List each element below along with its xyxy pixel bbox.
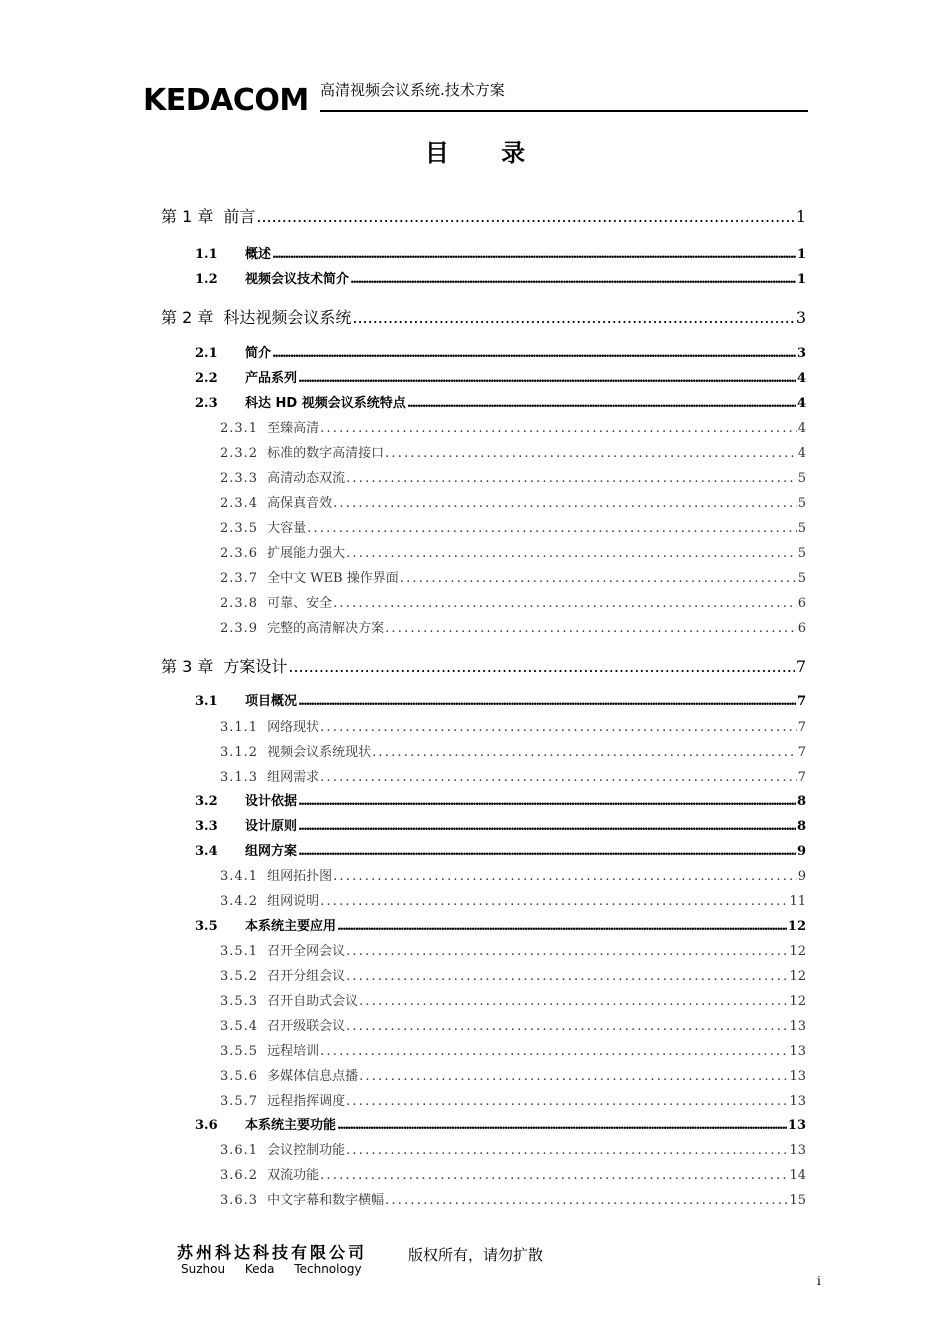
toc-entry-title: 多媒体信息点播: [267, 1069, 359, 1084]
toc-entry-page: 7: [797, 745, 806, 760]
toc-entry-number: 3.5.6: [220, 1069, 259, 1084]
toc-entry-number: 2.3.5: [220, 521, 259, 536]
toc-entry-title: 组网方案: [245, 844, 298, 859]
toc-entry-sub[interactable]: [220, 1090, 806, 1109]
toc-leader-dots: [346, 546, 797, 561]
page-number: i: [817, 1274, 821, 1288]
toc-entry-number: 2.3.9: [220, 621, 259, 636]
toc-entry-title: 召开全网会议: [267, 944, 346, 959]
toc-leader-dots: [298, 694, 796, 709]
toc-entry-title: 组网需求: [267, 770, 320, 785]
toc-entry-number: 2.3.6: [220, 546, 259, 561]
toc-entry-sub[interactable]: [220, 417, 806, 436]
toc-entry-number: 3.3: [195, 819, 218, 834]
toc-leader-dots: [320, 720, 797, 735]
toc-leader-dots: [298, 371, 796, 386]
toc-entry-page: 7: [797, 720, 806, 735]
toc-entry-number: 3.4.2: [220, 894, 259, 909]
toc-leader-dots: [346, 1094, 788, 1109]
toc-entry-sec[interactable]: [195, 243, 806, 262]
toc-entry-title: 远程指挥调度: [267, 1094, 346, 1109]
toc-entry-number: 3.6.3: [220, 1193, 259, 1208]
toc-entry-page: 7: [796, 694, 806, 709]
toc-entry-title: 标准的数字高清接口: [267, 446, 385, 461]
toc-entry-sub[interactable]: [220, 442, 806, 461]
toc-entry-title: 科达 HD 视频会议系统特点: [245, 396, 406, 411]
toc-entry-sub[interactable]: [220, 517, 806, 536]
toc-entry-page: 5: [797, 571, 806, 586]
toc-leader-dots: [333, 869, 797, 884]
toc-entry-sec[interactable]: [195, 690, 806, 709]
toc-entry-page: 6: [797, 621, 806, 636]
toc-entry-title: 远程培训: [267, 1044, 320, 1059]
toc-entry-sub[interactable]: [220, 741, 806, 760]
toc-entry-number: 2.3.8: [220, 596, 259, 611]
toc-entry-title: 至臻高清: [267, 421, 320, 436]
toc-leader-dots: [298, 844, 796, 859]
toc-entry-number: 3.5.2: [220, 969, 259, 984]
toc-leader-dots: [337, 1118, 787, 1133]
toc-entry-sub[interactable]: [220, 1139, 806, 1158]
toc-leader-dots: [346, 1143, 788, 1158]
toc-entry-title: 会议控制功能: [267, 1143, 346, 1158]
toc-leader-dots: [346, 969, 788, 984]
toc-entry-title: 全中文 WEB 操作界面: [267, 571, 399, 586]
toc-entry-number: 2.3.2: [220, 446, 259, 461]
toc-entry-number: 3.4.1: [220, 869, 259, 884]
toc-entry-number: 2.3.7: [220, 571, 259, 586]
header-rule: [320, 110, 808, 112]
toc-entry-sub[interactable]: [220, 567, 806, 586]
toc-entry-page: 13: [789, 1069, 806, 1084]
toc-entry-number: 3.5.1: [220, 944, 259, 959]
toc-entry-page: 6: [797, 596, 806, 611]
toc-entry-sub[interactable]: [220, 940, 806, 959]
toc-entry-page: 3: [795, 308, 806, 327]
toc-entry-sec[interactable]: [195, 268, 806, 287]
toc-entry-sub[interactable]: [220, 890, 806, 909]
toc-leader-dots: [337, 919, 787, 934]
toc-entry-sub[interactable]: [220, 965, 806, 984]
toc-entry-page: 7: [795, 657, 806, 676]
toc-entry-title: 完整的高清解决方案: [267, 621, 385, 636]
toc-entry-number: 第 2 章: [161, 308, 214, 327]
toc-entry-page: 13: [789, 1044, 806, 1059]
toc-entry-sub[interactable]: [220, 766, 806, 785]
toc-entry-page: 4: [797, 446, 806, 461]
toc-entry-sec[interactable]: [195, 367, 806, 386]
toc-entry-page: 1: [796, 272, 806, 287]
toc-leader-dots: [359, 1069, 788, 1084]
toc-entry-number: 3.5: [195, 919, 218, 934]
toc-entry-title: 网络现状: [267, 720, 320, 735]
toc-entry-sub[interactable]: [220, 990, 806, 1009]
toc-entry-page: 12: [789, 969, 806, 984]
toc-leader-dots: [407, 396, 796, 411]
toc-entry-number: 3.6.1: [220, 1143, 259, 1158]
toc-entry-number: 2.3.3: [220, 471, 259, 486]
toc-entry-sec[interactable]: [195, 840, 806, 859]
toc-leader-dots: [298, 819, 796, 834]
toc-entry-number: 3.4: [195, 844, 218, 859]
toc-title: 目 录: [424, 139, 548, 167]
toc-entry-page: 5: [797, 496, 806, 511]
toc-entry-title: 本系统主要应用: [245, 919, 337, 934]
toc-entry-title: 大容量: [267, 521, 307, 536]
toc-entry-page: 7: [797, 770, 806, 785]
toc-entry-page: 13: [789, 1019, 806, 1034]
toc-entry-sec[interactable]: [195, 1114, 806, 1133]
toc-leader-dots: [346, 1019, 788, 1034]
toc-entry-number: 3.5.3: [220, 994, 259, 1009]
toc-leader-dots: [320, 770, 797, 785]
toc-entry-page: 12: [789, 944, 806, 959]
toc-entry-title: 中文字幕和数字横幅: [267, 1193, 385, 1208]
toc-entry-title: 本系统主要功能: [245, 1118, 337, 1133]
toc-entry-number: 3.5.4: [220, 1019, 259, 1034]
toc-entry-number: 3.6.2: [220, 1168, 259, 1183]
toc-entry-number: 3.1.1: [220, 720, 259, 735]
toc-leader-dots: [320, 1044, 788, 1059]
toc-entry-title: 前言: [223, 207, 256, 226]
toc-entry-page: 15: [789, 1193, 806, 1208]
toc-leader-dots: [288, 657, 794, 676]
toc-entry-chap[interactable]: [161, 305, 806, 328]
toc-leader-dots: [307, 521, 797, 536]
toc-entry-title: 召开分组会议: [267, 969, 346, 984]
toc-entry-page: 13: [787, 1118, 806, 1133]
toc-entry-number: 第 1 章: [161, 207, 214, 226]
toc-entry-title: 产品系列: [245, 371, 298, 386]
toc-entry-title: 高清动态双流: [267, 471, 346, 486]
toc-entry-page: 13: [789, 1094, 806, 1109]
toc-entry-page: 12: [787, 919, 806, 934]
toc-leader-dots: [385, 446, 797, 461]
toc-entry-number: 第 3 章: [161, 657, 214, 676]
toc-entry-number: 2.3.1: [220, 421, 259, 436]
toc-entry-title: 设计原则: [245, 819, 298, 834]
toc-leader-dots: [385, 1193, 788, 1208]
toc-leader-dots: [400, 571, 797, 586]
toc-entry-number: 2.2: [195, 371, 218, 386]
toc-entry-title: 可靠、安全: [267, 596, 333, 611]
toc-entry-sub[interactable]: [220, 467, 806, 486]
toc-entry-page: 5: [797, 471, 806, 486]
toc-entry-page: 9: [796, 844, 806, 859]
toc-entry-page: 9: [797, 869, 806, 884]
toc-leader-dots: [352, 308, 794, 327]
toc-leader-dots: [346, 471, 797, 486]
toc-leader-dots: [256, 207, 794, 226]
toc-entry-page: 4: [796, 371, 806, 386]
toc-entry-number: 3.1.2: [220, 745, 259, 760]
toc-entry-title: 简介: [245, 346, 272, 361]
toc-entry-title: 项目概况: [245, 694, 298, 709]
toc-entry-number: 1.2: [195, 272, 218, 287]
toc-entry-sub[interactable]: [220, 1040, 806, 1059]
toc-entry-number: 2.3.4: [220, 496, 259, 511]
toc-entry-number: 3.2: [195, 794, 218, 809]
footer-copyright: 版权所有，请勿扩散: [408, 1246, 544, 1264]
toc-entry-sec[interactable]: [195, 392, 806, 411]
toc-entry-page: 8: [796, 819, 806, 834]
toc-entry-number: 3.1: [195, 694, 218, 709]
toc-entry-chap[interactable]: [161, 204, 806, 227]
toc-entry-page: 14: [789, 1168, 806, 1183]
toc-leader-dots: [272, 247, 796, 262]
toc-entry-title: 召开自助式会议: [267, 994, 359, 1009]
footer-company-english: Suzhou Keda Technology: [181, 1262, 362, 1276]
toc-entry-number: 3.5.5: [220, 1044, 259, 1059]
toc-leader-dots: [333, 596, 797, 611]
toc-entry-page: 12: [789, 994, 806, 1009]
toc-entry-sub[interactable]: [220, 492, 806, 511]
toc-entry-sec[interactable]: [195, 342, 806, 361]
toc-entry-title: 召开级联会议: [267, 1019, 346, 1034]
toc-entry-title: 双流功能: [267, 1168, 320, 1183]
kedacom-logo: KEDACOM: [143, 83, 309, 118]
toc-entry-page: 8: [796, 794, 806, 809]
toc-leader-dots: [346, 944, 788, 959]
toc-entry-number: 2.1: [195, 346, 218, 361]
toc-entry-sub[interactable]: [220, 1189, 806, 1208]
toc-entry-sub[interactable]: [220, 1164, 806, 1183]
toc-entry-title: 视频会议系统现状: [267, 745, 372, 760]
toc-entry-sec[interactable]: [195, 815, 806, 834]
toc-entry-page: 4: [797, 421, 806, 436]
toc-entry-sub[interactable]: [220, 617, 806, 636]
toc-leader-dots: [333, 496, 797, 511]
toc-entry-sec[interactable]: [195, 915, 806, 934]
toc-entry-sub[interactable]: [220, 1065, 806, 1084]
footer-company-name: 苏州科达科技有限公司: [177, 1243, 368, 1262]
toc-entry-title: 概述: [245, 247, 272, 262]
toc-entry-title: 扩展能力强大: [267, 546, 346, 561]
toc-entry-page: 13: [789, 1143, 806, 1158]
toc-leader-dots: [320, 894, 788, 909]
toc-entry-page: 11: [789, 894, 806, 909]
toc-leader-dots: [298, 794, 796, 809]
toc-entry-number: 1.1: [195, 247, 218, 262]
toc-entry-title: 组网拓扑图: [267, 869, 333, 884]
toc-entry-sub[interactable]: [220, 592, 806, 611]
toc-leader-dots: [350, 272, 796, 287]
toc-leader-dots: [320, 1168, 788, 1183]
toc-entry-title: 科达视频会议系统: [223, 308, 352, 327]
toc-entry-sub[interactable]: [220, 542, 806, 561]
toc-entry-page: 1: [795, 207, 806, 226]
toc-entry-title: 组网说明: [267, 894, 320, 909]
toc-entry-number: 3.5.7: [220, 1094, 259, 1109]
toc-entry-page: 5: [797, 546, 806, 561]
toc-entry-sub[interactable]: [220, 716, 806, 735]
toc-leader-dots: [359, 994, 788, 1009]
toc-entry-number: 2.3: [195, 396, 218, 411]
toc-leader-dots: [272, 346, 796, 361]
toc-entry-page: 3: [796, 346, 806, 361]
toc-entry-sub[interactable]: [220, 865, 806, 884]
toc-entry-title: 设计依据: [245, 794, 298, 809]
toc-leader-dots: [320, 421, 797, 436]
toc-entry-title: 方案设计: [223, 657, 288, 676]
toc-entry-title: 高保真音效: [267, 496, 333, 511]
toc-entry-chap[interactable]: [161, 654, 806, 677]
toc-entry-page: 5: [797, 521, 806, 536]
toc-entry-sec[interactable]: [195, 790, 806, 809]
toc-entry-page: 1: [796, 247, 806, 262]
toc-entry-sub[interactable]: [220, 1015, 806, 1034]
toc-entry-number: 3.6: [195, 1118, 218, 1133]
toc-entry-title: 视频会议技术简介: [245, 272, 350, 287]
toc-entry-page: 4: [796, 396, 806, 411]
document-header-title: 高清视频会议系统.技术方案: [320, 81, 505, 99]
toc-leader-dots: [372, 745, 797, 760]
toc-leader-dots: [385, 621, 797, 636]
toc-entry-number: 3.1.3: [220, 770, 259, 785]
